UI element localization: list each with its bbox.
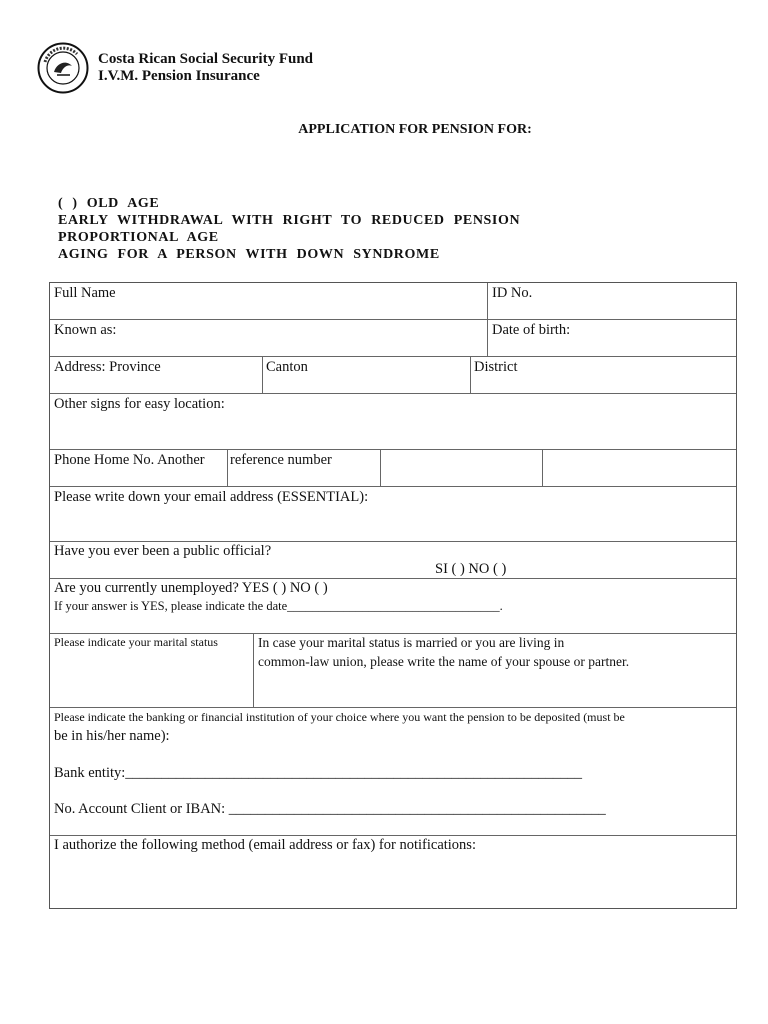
public-official-options[interactable]: SI ( ) NO ( ) [435, 561, 507, 577]
option-early-withdrawal: EARLY WITHDRAWAL WITH RIGHT TO REDUCED PENSION [58, 213, 521, 228]
option-old-age: ( ) OLD AGE [58, 196, 160, 211]
option-down-syndrome: AGING FOR A PERSON WITH DOWN SYNDROME [58, 247, 440, 262]
known-as-field[interactable]: Known as: [54, 322, 117, 338]
phone-home-field[interactable]: Phone Home No. Another [54, 452, 205, 468]
other-signs-field[interactable]: Other signs for easy location: [54, 396, 225, 412]
public-official-question: Have you ever been a public official? [54, 543, 272, 559]
unemployed-question[interactable]: Are you currently unemployed? YES ( ) NO ( ) [54, 580, 328, 596]
district-field[interactable]: District [474, 359, 518, 375]
page-title: APPLICATION FOR PENSION FOR: [298, 122, 532, 137]
spouse-instructions-line1: In case your marital status is married or you are living in [258, 635, 565, 650]
application-form [49, 282, 737, 909]
unemployed-date-field[interactable]: If your answer is YES, please indicate the date__________________________________. [54, 599, 503, 613]
seguro-social-seal-icon [37, 42, 89, 94]
bank-entity-field[interactable]: Bank entity:_______________________________________________________________ [54, 765, 583, 781]
reference-number-field[interactable]: reference number [230, 452, 332, 468]
full-name-field[interactable]: Full Name [54, 285, 116, 301]
organization-heading [98, 51, 313, 85]
department-name: I.V.M. Pension Insurance [98, 68, 260, 84]
address-province-field[interactable]: Address: Province [54, 359, 161, 375]
bank-prompt-line1: Please indicate the banking or financial institution of your choice where you want the pension to be deposited (must be [54, 710, 625, 724]
id-number-field[interactable]: ID No. [492, 285, 533, 301]
canton-field[interactable]: Canton [266, 359, 308, 375]
notification-method-field[interactable]: I authorize the following method (email address or fax) for notifications: [54, 837, 476, 853]
option-proportional-age: PROPORTIONAL AGE [58, 230, 219, 245]
spouse-name-field[interactable]: common-law union, please write the name of your spouse or partner. [258, 654, 630, 669]
date-of-birth-field[interactable]: Date of birth: [492, 322, 571, 338]
bank-prompt-line2: be in his/her name): [54, 728, 170, 744]
account-iban-field[interactable]: No. Account Client or IBAN: ____________________________________________________ [54, 801, 606, 817]
marital-status-field[interactable]: Please indicate your marital status [54, 635, 218, 649]
organization-name: Costa Rican Social Security Fund [98, 51, 314, 67]
email-field[interactable]: Please write down your email address (ESSENTIAL): [54, 489, 369, 505]
